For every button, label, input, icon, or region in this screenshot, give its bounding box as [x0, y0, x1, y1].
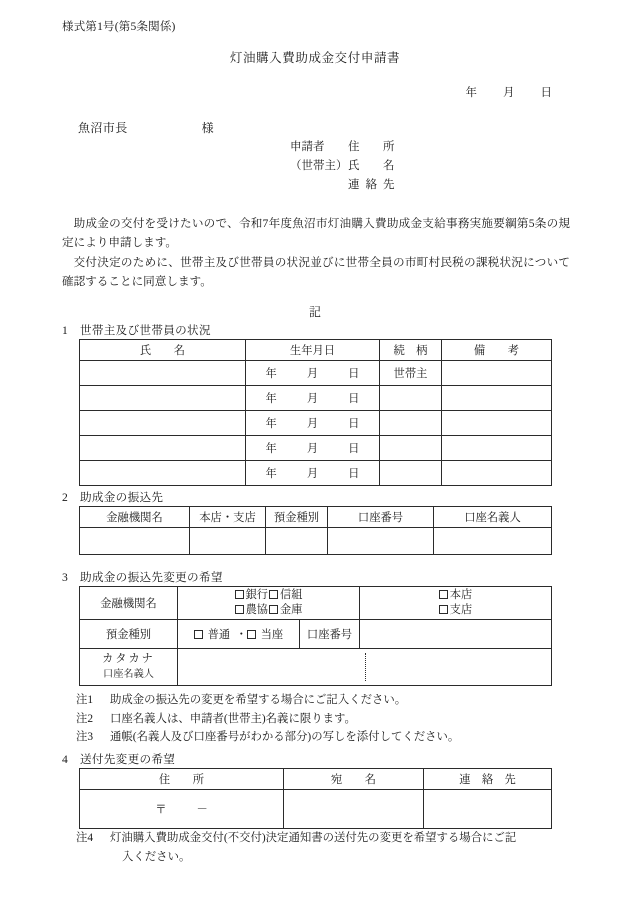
branch-type-line-1 [439, 589, 472, 601]
bank-type-checkboxes[interactable] [178, 587, 360, 620]
applicant-name-label: 氏 名 [348, 160, 401, 172]
col-bank-name: 金融機関名 [80, 507, 190, 528]
kana-holder-row [80, 649, 552, 686]
year-label: 年 [265, 368, 277, 380]
applicant-contact-label: 連絡先 [348, 179, 401, 191]
day-label: 日 [348, 418, 360, 430]
transfer-destination-table [79, 506, 552, 555]
branch-type-checkboxes[interactable] [360, 587, 552, 620]
section-2-number: 2 [62, 491, 69, 504]
household-relation-cell-1[interactable]: 世帯主 [380, 361, 442, 386]
transfer-account-holder-cell[interactable] [434, 528, 552, 555]
addressee-honorific: 様 [201, 121, 215, 135]
month-label: 月 [306, 443, 319, 455]
month-label: 月 [306, 393, 319, 405]
transfer-branch-cell[interactable] [190, 528, 266, 555]
date-month-label: 月 [503, 87, 515, 99]
section-4-heading [62, 751, 175, 767]
account-type-checkboxes[interactable] [178, 620, 300, 649]
bank-type-line-1 [235, 589, 303, 601]
date-line [466, 84, 553, 100]
col-delivery-name: 宛 名 [284, 769, 424, 790]
table-row [80, 411, 552, 436]
applicant-name-line [290, 157, 401, 176]
applicant-label: 申請者 [290, 141, 325, 153]
note-3-text: 通帳(名義人及び口座番号がわかる部分)の写しを添付してください。 [110, 731, 460, 744]
transfer-table-header-row [80, 507, 552, 528]
month-label: 月 [306, 368, 319, 380]
household-name-cell-1[interactable] [80, 361, 246, 386]
day-label: 日 [348, 393, 360, 405]
ymd-group [246, 365, 379, 381]
account-option-toza: 当座 [260, 629, 284, 641]
account-option-separator: ・ [235, 629, 247, 641]
bank-option-ginko: 銀行 [245, 589, 268, 601]
col-relation: 続 柄 [380, 340, 442, 361]
checkbox-icon[interactable] [269, 605, 278, 614]
section-1-number: 1 [62, 324, 69, 337]
addressee-name: 魚沼市長 [78, 121, 128, 135]
section-2-heading [62, 489, 163, 505]
section-3-number: 3 [62, 571, 69, 584]
table-row [80, 461, 552, 486]
household-relation-cell-3[interactable] [380, 411, 442, 436]
kana-label-line-2: 口座名義人 [103, 669, 154, 680]
table-row [80, 436, 552, 461]
section-3-title: 助成金の振込先変更の希望 [80, 571, 223, 584]
kana-label-line-1: カタカナ [102, 653, 155, 665]
section-1-title: 世帯主及び世帯員の状況 [80, 324, 211, 337]
col-account-number: 口座番号 [328, 507, 434, 528]
delivery-name-cell[interactable] [284, 790, 424, 829]
body-paragraph-2: 交付決定のために、世帯主及び世帯員の状況並びに世帯全員の市町村民税の課税状況について確認することに同意します。 [62, 255, 570, 289]
body-paragraph-1: 助成金の交付を受けたいので、令和7年度魚沼市灯油購入費助成金支給事務実施要綱第5条の規定により申請します。 [62, 217, 570, 250]
section-3-heading [62, 569, 223, 585]
table-row [80, 528, 552, 555]
section-4-number: 4 [62, 753, 69, 766]
branch-type-line-2 [439, 604, 472, 616]
col-delivery-address: 住 所 [80, 769, 284, 790]
date-day-label: 日 [540, 87, 552, 99]
checkbox-icon[interactable] [194, 630, 203, 639]
postal-dash: － [196, 804, 208, 816]
account-type-label: 預金種別 [80, 620, 178, 649]
ymd-group [246, 465, 379, 481]
note-2-text: 口座名義人は、申請者(世帯主)名義に限ります。 [110, 712, 356, 725]
table-row [80, 361, 552, 386]
applicant-block [290, 138, 401, 195]
note-4-line-1 [76, 832, 516, 844]
household-remarks-cell-5[interactable] [442, 461, 552, 486]
bank-option-kinko: 金庫 [280, 604, 303, 616]
note-2-tag: 注2 [76, 712, 94, 725]
month-label: 月 [306, 468, 319, 480]
transfer-change-table [79, 586, 552, 686]
delivery-change-table [79, 768, 552, 829]
household-birthdate-cell-5[interactable] [246, 461, 380, 486]
checkbox-icon[interactable] [439, 605, 448, 614]
addressee [78, 119, 214, 136]
branch-option-shiten: 支店 [449, 604, 473, 616]
delivery-contact-cell[interactable] [424, 790, 552, 829]
checkbox-icon[interactable] [235, 590, 244, 599]
note-4-text-1: 灯油購入費助成金交付(不交付)決定通知書の送付先の変更を希望する場合にご記 [110, 832, 517, 844]
household-name-cell-2[interactable] [80, 386, 246, 411]
household-relation-cell-5[interactable] [380, 461, 442, 486]
transfer-account-type-cell[interactable] [266, 528, 328, 555]
body-text [62, 214, 570, 292]
document-title: 灯油購入費助成金交付申請書 [229, 51, 401, 65]
col-name: 氏 名 [80, 340, 246, 361]
household-head-label: （世帯主） [290, 160, 348, 172]
year-label: 年 [265, 443, 277, 455]
note-3 [76, 728, 459, 747]
day-label: 日 [348, 368, 360, 380]
table-row [80, 790, 552, 829]
household-name-cell-5[interactable] [80, 461, 246, 486]
col-birthdate: 生年月日 [246, 340, 380, 361]
year-label: 年 [265, 393, 277, 405]
checkbox-icon[interactable] [235, 605, 244, 614]
col-remarks: 備 考 [442, 340, 552, 361]
section-4-note [76, 829, 584, 866]
delivery-table-header-row [80, 769, 552, 790]
ymd-group [246, 440, 379, 456]
delivery-address-cell[interactable] [80, 790, 284, 829]
note-1 [76, 691, 459, 710]
household-birthdate-cell-3[interactable] [246, 411, 380, 436]
household-table-header-row [80, 340, 552, 361]
household-birthdate-cell-1[interactable] [246, 361, 380, 386]
household-table [79, 339, 552, 486]
table-row [80, 386, 552, 411]
applicant-address-label: 住 所 [348, 141, 401, 153]
year-label: 年 [265, 468, 277, 480]
section-1-heading [62, 322, 211, 338]
section-3-notes [76, 691, 459, 747]
note-3-tag: 注3 [76, 731, 94, 744]
day-label: 日 [348, 468, 360, 480]
ki-marker: 記 [308, 305, 321, 319]
applicant-contact-line [290, 176, 401, 195]
col-account-holder: 口座名義人 [434, 507, 552, 528]
note-1-tag: 注1 [76, 694, 94, 706]
account-number-input-cell[interactable] [360, 620, 552, 649]
bank-option-nokyo: 農協 [245, 604, 268, 616]
date-year-label: 年 [465, 87, 477, 99]
section-4-title: 送付先変更の希望 [80, 753, 176, 766]
household-remarks-cell-1[interactable] [442, 361, 552, 386]
household-remarks-cell-2[interactable] [442, 386, 552, 411]
household-birthdate-cell-4[interactable] [246, 436, 380, 461]
checkbox-icon[interactable] [247, 630, 256, 639]
household-remarks-cell-3[interactable] [442, 411, 552, 436]
postal-mark-icon: 〒 [155, 804, 167, 816]
household-relation-cell-2[interactable] [380, 386, 442, 411]
applicant-address-line [290, 138, 401, 157]
col-delivery-contact: 連 絡 先 [424, 769, 552, 790]
note-1-text: 助成金の振込先の変更を希望する場合にご記入ください。 [110, 694, 407, 706]
household-birthdate-cell-2[interactable] [246, 386, 380, 411]
col-branch: 本店・支店 [190, 507, 266, 528]
ymd-group [246, 390, 379, 406]
ymd-group [246, 415, 379, 431]
transfer-bank-name-cell[interactable] [80, 528, 190, 555]
bank-option-shinkumi: 信組 [280, 589, 303, 601]
household-relation-cell-4[interactable] [380, 436, 442, 461]
bank-type-line-2 [235, 604, 303, 616]
account-number-label: 口座番号 [300, 620, 360, 649]
col-account-type: 預金種別 [266, 507, 328, 528]
note-4-tag: 注4 [76, 832, 94, 844]
note-4-text-2: 入ください。 [122, 850, 191, 863]
checkbox-icon[interactable] [439, 590, 448, 599]
household-remarks-cell-4[interactable] [442, 436, 552, 461]
household-name-cell-3[interactable] [80, 411, 246, 436]
bank-name-label: 金融機関名 [80, 587, 178, 620]
transfer-account-number-cell[interactable] [328, 528, 434, 555]
month-label: 月 [306, 418, 319, 430]
day-label: 日 [348, 443, 360, 455]
account-type-row [80, 620, 552, 649]
checkbox-icon[interactable] [269, 590, 278, 599]
household-name-cell-4[interactable] [80, 436, 246, 461]
bank-name-row [80, 587, 552, 620]
kana-account-holder-input-cell[interactable] [178, 649, 552, 686]
account-option-futsu: 普通 [207, 629, 231, 641]
year-label: 年 [265, 418, 277, 430]
form-number: 様式第1号(第5条関係) [62, 21, 176, 33]
branch-option-honten: 本店 [449, 589, 473, 601]
note-2 [76, 710, 459, 729]
section-2-title: 助成金の振込先 [80, 491, 164, 504]
kana-account-holder-label [80, 649, 178, 686]
